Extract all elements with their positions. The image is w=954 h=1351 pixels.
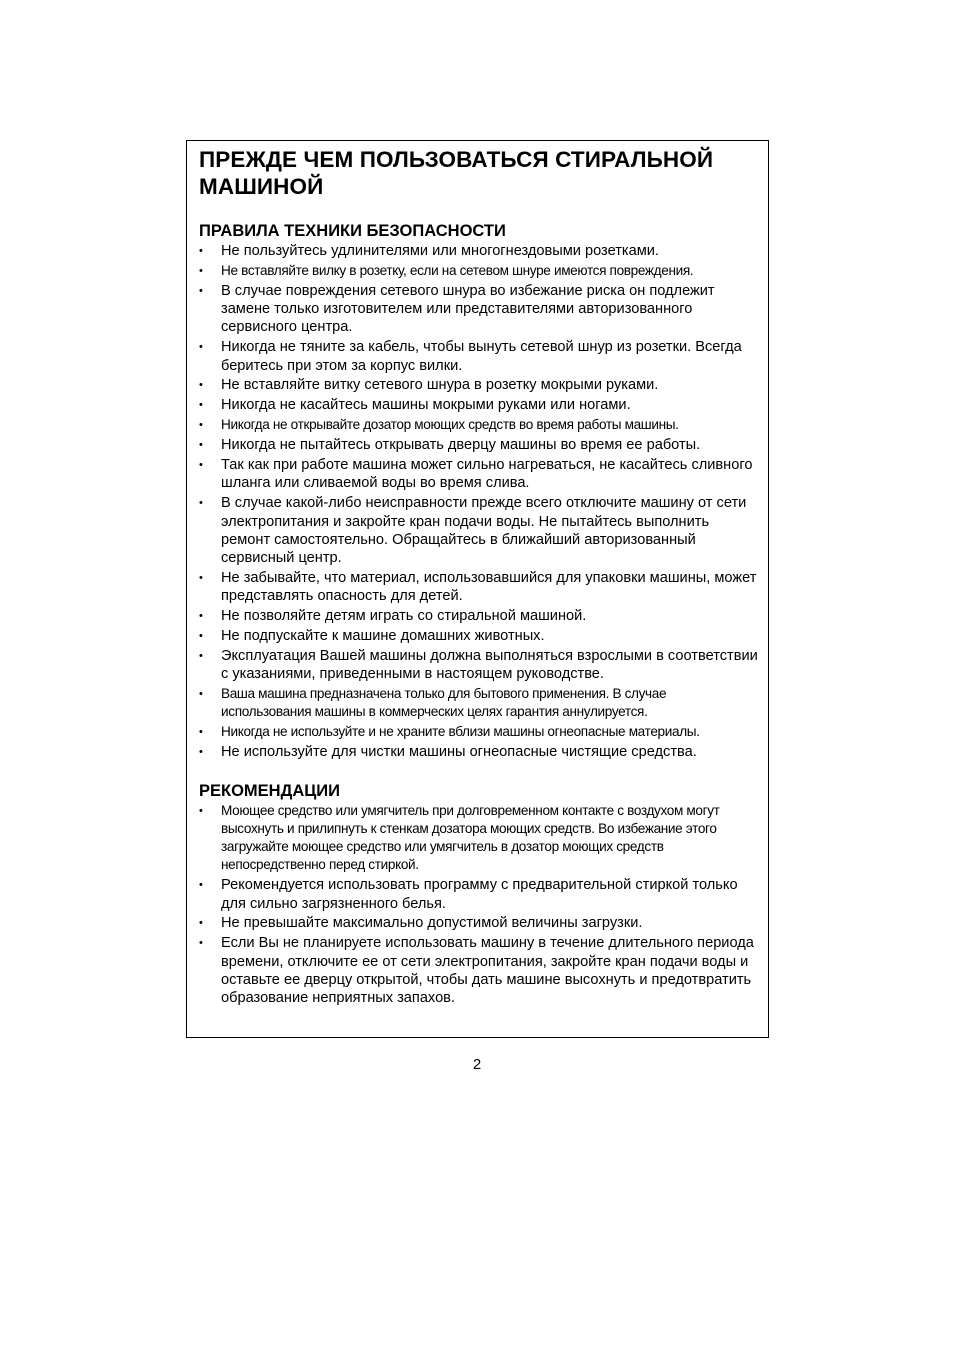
list-item-text: Если Вы не планируете использовать машину в течение длительного периода времени, отключите ее от сети электропитания, закройте кран подачи воды и оставьте ее дверцу открытой, чтобы дать машине высохнуть и предотвратить образование неприятных запахов. bbox=[221, 935, 754, 1007]
list-item-text: Не вставляйте витку сетевого шнура в розетку мокрыми руками. bbox=[221, 377, 659, 394]
list-item-text: Эксплуатация Вашей машины должна выполняться взрослыми в соответствии с указаниями, приведенными в настоящем руководстве. bbox=[221, 647, 758, 683]
list-item bbox=[199, 456, 758, 493]
list-item bbox=[199, 934, 758, 1007]
bullet-icon: • bbox=[199, 459, 203, 472]
bullet-icon: • bbox=[199, 245, 203, 257]
page-number: 2 bbox=[472, 1056, 482, 1073]
list-item-text: Никогда не используйте и не храните вблизи машины огнеопасные материалы. bbox=[221, 724, 700, 740]
safety-heading: ПРАВИЛА ТЕХНИКИ БЕЗОПАСНОСТИ bbox=[199, 222, 506, 240]
list-item bbox=[199, 647, 758, 684]
bullet-icon: • bbox=[199, 571, 203, 584]
list-item bbox=[199, 607, 758, 625]
list-item bbox=[199, 396, 758, 414]
list-item-text: Никогда не открывайте дозатор моющих средств во время работы машины. bbox=[221, 417, 679, 433]
list-item bbox=[199, 416, 758, 434]
list-item-text: Не превышайте максимально допустимой величины загрузки. bbox=[221, 915, 643, 932]
list-item-text: Никогда не тяните за кабель, чтобы вынуть сетевой шнур из розетки. Всегда беритесь при этом за корпус вилки. bbox=[221, 339, 742, 374]
list-item-text: Моющее средство или умягчитель при долговременном контакте с воздухом могут высохнуть и прилипнуть к стенкам дозатора моющих средств. Во избежание этого загружайте моющее средство или умягчитель в дозатор моющих средств непосредственно перед стиркой. bbox=[221, 802, 720, 873]
bullet-icon: • bbox=[199, 399, 203, 412]
bullet-icon: • bbox=[199, 630, 203, 643]
list-item-text: Не забывайте, что материал, использовавшийся для упаковки машины, может представлять опасность для детей. bbox=[221, 569, 757, 605]
list-item bbox=[199, 242, 758, 260]
list-item-text: Не позволяйте детям играть со стиральной машиной. bbox=[221, 608, 587, 625]
safety-list bbox=[199, 242, 758, 762]
list-item-text: В случае какой-либо неисправности прежде всего отключите машину от сети электропитания и закройте кран подачи воды. Не пытайтесь выполнить ремонт самостоятельно. Обращайтесь в ближайший авторизованный сервисный центр. bbox=[221, 495, 747, 567]
list-item bbox=[199, 494, 758, 567]
list-item-text: Не пользуйтесь удлинителями или многогнездовыми розетками. bbox=[221, 243, 659, 259]
content-frame bbox=[186, 140, 769, 1038]
bullet-icon: • bbox=[199, 439, 203, 452]
bullet-icon: • bbox=[199, 937, 203, 950]
list-item bbox=[199, 569, 758, 606]
list-item bbox=[199, 685, 758, 722]
list-item bbox=[199, 282, 758, 337]
bullet-icon: • bbox=[199, 379, 203, 392]
bullet-icon: • bbox=[199, 284, 203, 297]
list-item bbox=[199, 914, 758, 932]
bullet-icon: • bbox=[199, 804, 203, 817]
bullet-icon: • bbox=[199, 649, 203, 662]
list-item-text: Не вставляйте вилку в розетку, если на сетевом шнуре имеются повреждения. bbox=[221, 262, 694, 278]
bullet-icon: • bbox=[199, 610, 203, 623]
list-item bbox=[199, 802, 758, 875]
list-item bbox=[199, 627, 758, 645]
bullet-icon: • bbox=[199, 746, 203, 759]
list-item bbox=[199, 436, 758, 454]
bullet-icon: • bbox=[199, 688, 203, 701]
bullet-icon: • bbox=[199, 879, 203, 892]
list-item-text: Ваша машина предназначена только для бытового применения. В случае использования машины в коммерческих целях гарантия аннулируется. bbox=[221, 686, 667, 720]
list-item-text: Никогда не касайтесь машины мокрыми руками или ногами. bbox=[221, 397, 631, 414]
list-item bbox=[199, 338, 758, 375]
bullet-icon: • bbox=[199, 726, 203, 739]
bullet-icon: • bbox=[199, 264, 203, 277]
list-item bbox=[199, 262, 758, 280]
list-item-text: Никогда не пытайтесь открывать дверцу машины во время ее работы. bbox=[221, 437, 701, 454]
page-title: ПРЕЖДЕ ЧЕМ ПОЛЬЗОВАТЬСЯ СТИРАЛЬНОЙ МАШИНОЙ bbox=[199, 147, 714, 199]
list-item-text: Рекомендуется использовать программу с предварительной стиркой только для сильно загрязненного белья. bbox=[221, 877, 738, 912]
bullet-icon: • bbox=[199, 419, 203, 432]
list-item bbox=[199, 376, 758, 394]
bullet-icon: • bbox=[199, 917, 203, 930]
recommendations-list bbox=[199, 802, 758, 1008]
list-item-text: Не подпускайте к машине домашних животных. bbox=[221, 628, 545, 645]
bullet-icon: • bbox=[199, 341, 203, 354]
list-item bbox=[199, 723, 758, 741]
list-item bbox=[199, 876, 758, 913]
list-item-text: Так как при работе машина может сильно нагреваться, не касайтесь сливного шланга или сливаемой воды во время слива. bbox=[221, 457, 753, 492]
bullet-icon: • bbox=[199, 497, 203, 510]
recommendations-heading: РЕКОМЕНДАЦИИ bbox=[199, 781, 341, 800]
list-item bbox=[199, 743, 758, 761]
list-item-text: Не используйте для чистки машины огнеопасные чистящие средства. bbox=[221, 744, 697, 761]
list-item-text: В случае повреждения сетевого шнура во избежание риска он подлежит замене только изготовителем или представителями авторизованного сервисного центра. bbox=[221, 282, 715, 336]
